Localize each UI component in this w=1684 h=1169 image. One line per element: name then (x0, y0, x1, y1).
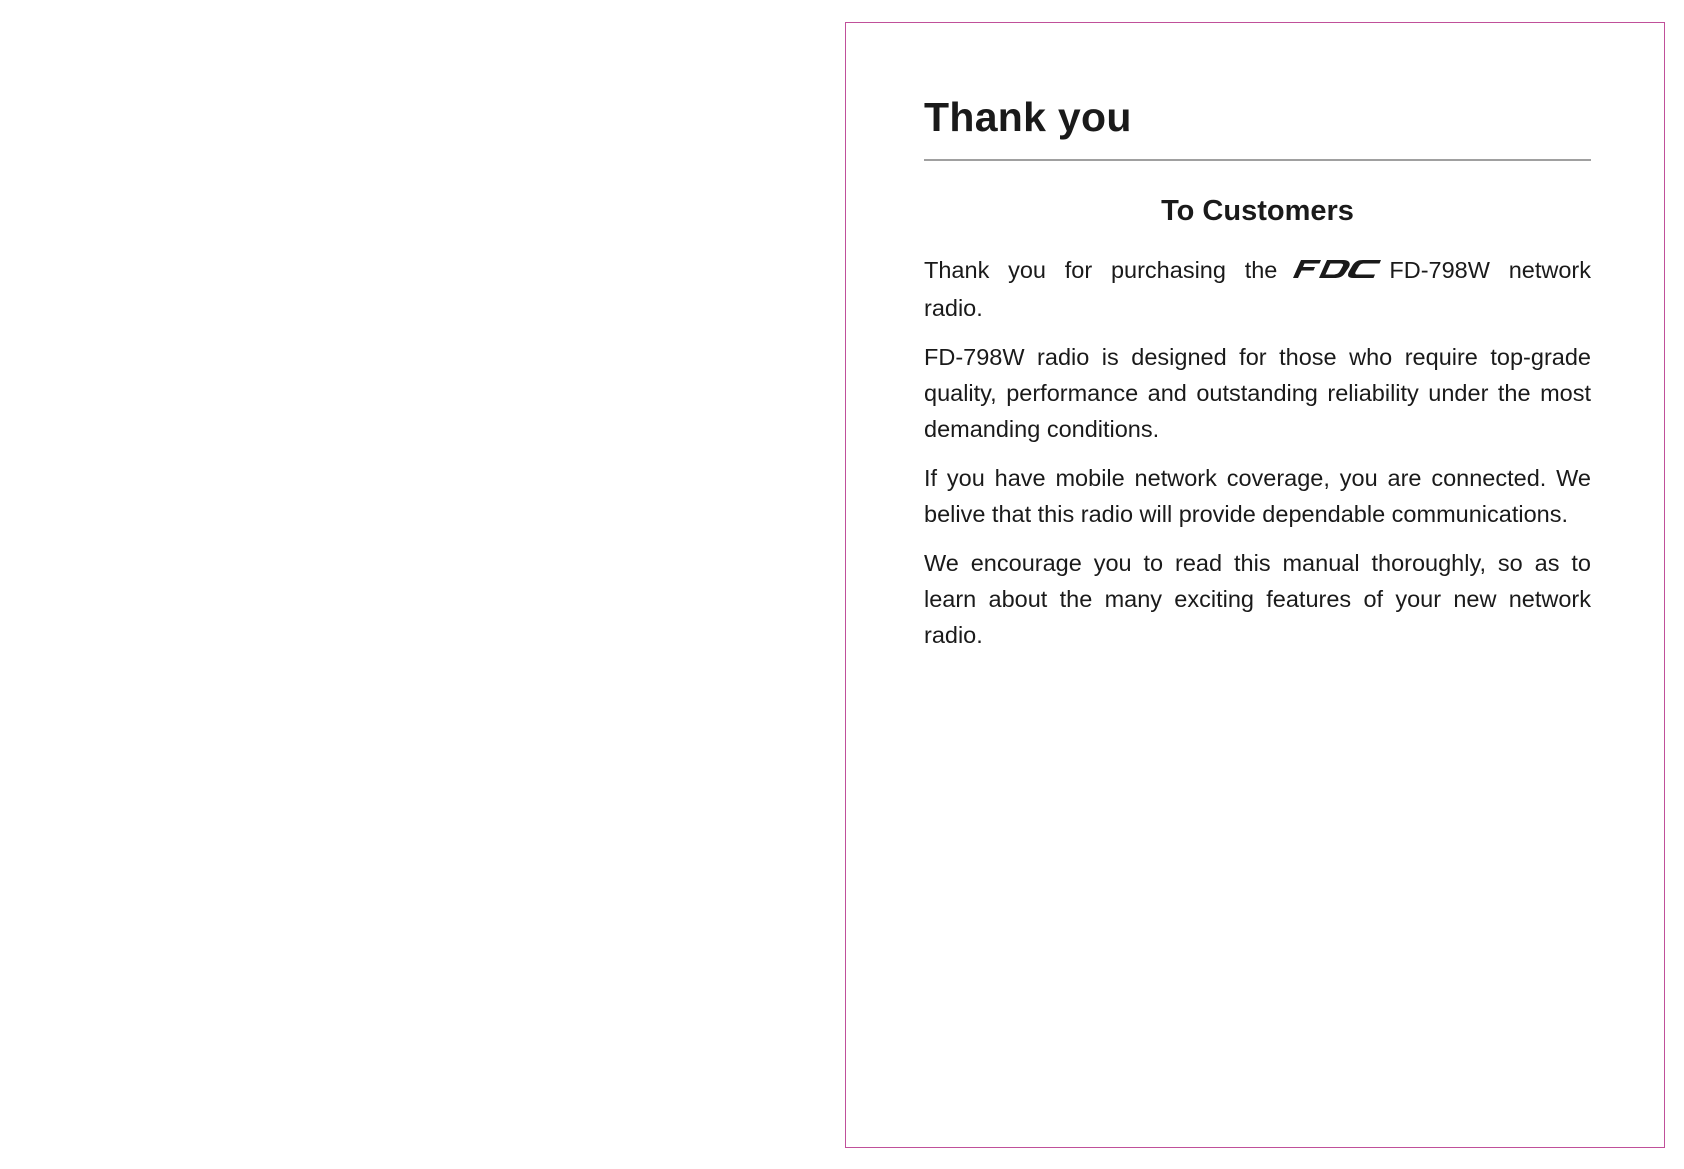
intro-text-before-logo: Thank you for purchasing the (924, 256, 1278, 283)
paragraph-coverage: If you have mobile network coverage, you are connected. We belive that this radio will provide dependable communications. (924, 464, 1591, 527)
intro-text-after-logo: FD-798W network radio. (924, 256, 1591, 321)
left-page-blank (0, 0, 820, 1169)
title-divider (924, 159, 1591, 161)
paragraph-design: FD-798W radio is designed for those who require top-grade quality, performance and outstanding reliability under the most demanding conditions. (924, 343, 1591, 442)
paragraph-encourage: We encourage you to read this manual thoroughly, so as to learn about the many exciting features of your new network radio. (924, 549, 1591, 648)
fdc-logo (1287, 254, 1381, 290)
right-page (845, 22, 1665, 1148)
page-title: Thank you (924, 94, 1132, 140)
section-heading: To Customers (1161, 195, 1354, 228)
paragraph-intro (924, 252, 1591, 326)
page-content (924, 93, 1591, 666)
